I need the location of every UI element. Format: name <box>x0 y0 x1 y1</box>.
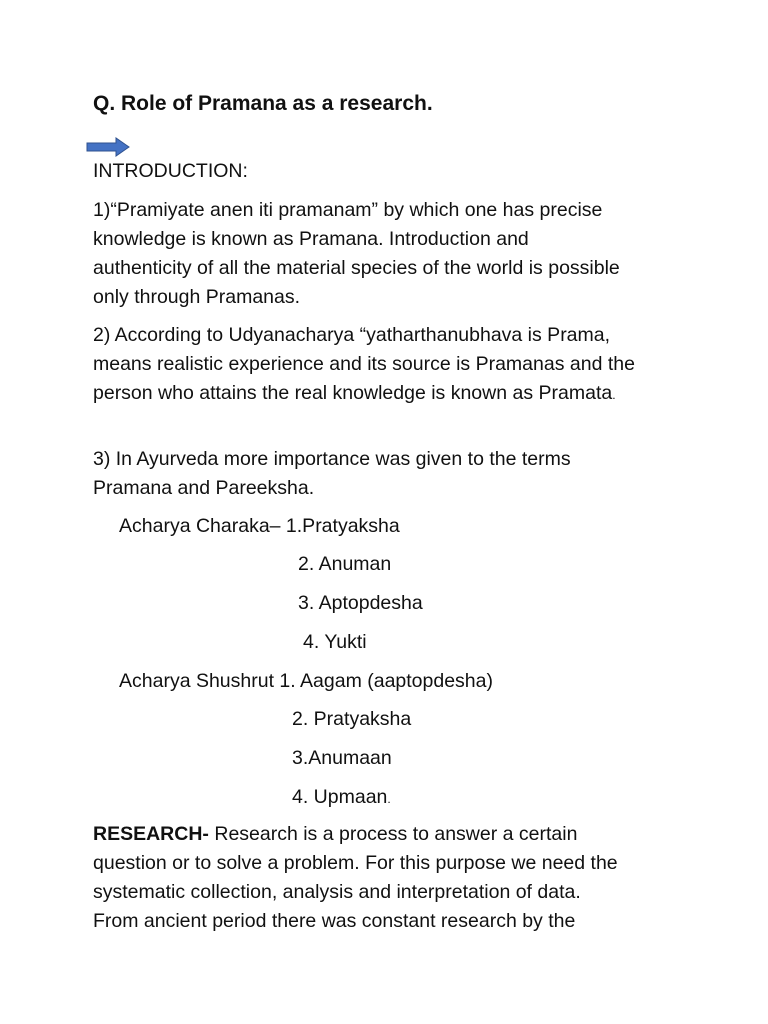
para2-line: means realistic experience and its source is Pramanas and the <box>93 353 635 375</box>
research-label: RESEARCH- <box>93 823 209 845</box>
shushrut-period: . <box>387 792 391 806</box>
para2-period: . <box>612 388 616 402</box>
para3-line: Pramana and Pareeksha. <box>93 477 315 499</box>
para1-line: only through Pramanas. <box>93 286 301 308</box>
para2-line <box>93 379 616 410</box>
right-arrow-icon <box>86 137 130 157</box>
charaka-label: Acharya Charaka– 1.Pratyaksha <box>119 515 400 537</box>
para3-line: 3) In Ayurveda more importance was given to the terms <box>93 448 571 470</box>
para1-line: 1)“Pramiyate anen iti pramanam” by which one has precise <box>93 199 603 221</box>
shushrut-item: 3.Anumaan <box>292 747 392 769</box>
research-first-line: Research is a process to answer a certain <box>208 823 578 845</box>
para1-line: knowledge is known as Pramana. Introduction and <box>93 228 529 250</box>
shushrut-item <box>292 783 391 814</box>
research-line: From ancient period there was constant research by the <box>93 910 576 932</box>
research-line: systematic collection, analysis and interpretation of data. <box>93 881 581 903</box>
charaka-item: 4. Yukti <box>303 631 367 653</box>
shushrut-item: 2. Pratyaksha <box>292 708 412 730</box>
charaka-item: 2. Anuman <box>298 553 392 575</box>
research-line: question or to solve a problem. For this purpose we need the <box>93 852 618 874</box>
para1-line: authenticity of all the material species of the world is possible <box>93 257 620 279</box>
charaka-item: 3. Aptopdesha <box>298 592 423 614</box>
shushrut-item-text: 4. Upmaan <box>292 786 388 808</box>
intro-heading: INTRODUCTION: <box>93 160 248 182</box>
para2-line: 2) According to Udyanacharya “yatharthanubhava is Prama, <box>93 324 611 346</box>
para2-line-text: person who attains the real knowledge is known as Pramata <box>93 382 613 404</box>
research-line <box>93 820 577 849</box>
shushrut-label: Acharya Shushrut 1. Aagam (aaptopdesha) <box>119 670 493 692</box>
page-title: Q. Role of Pramana as a research. <box>93 92 433 115</box>
